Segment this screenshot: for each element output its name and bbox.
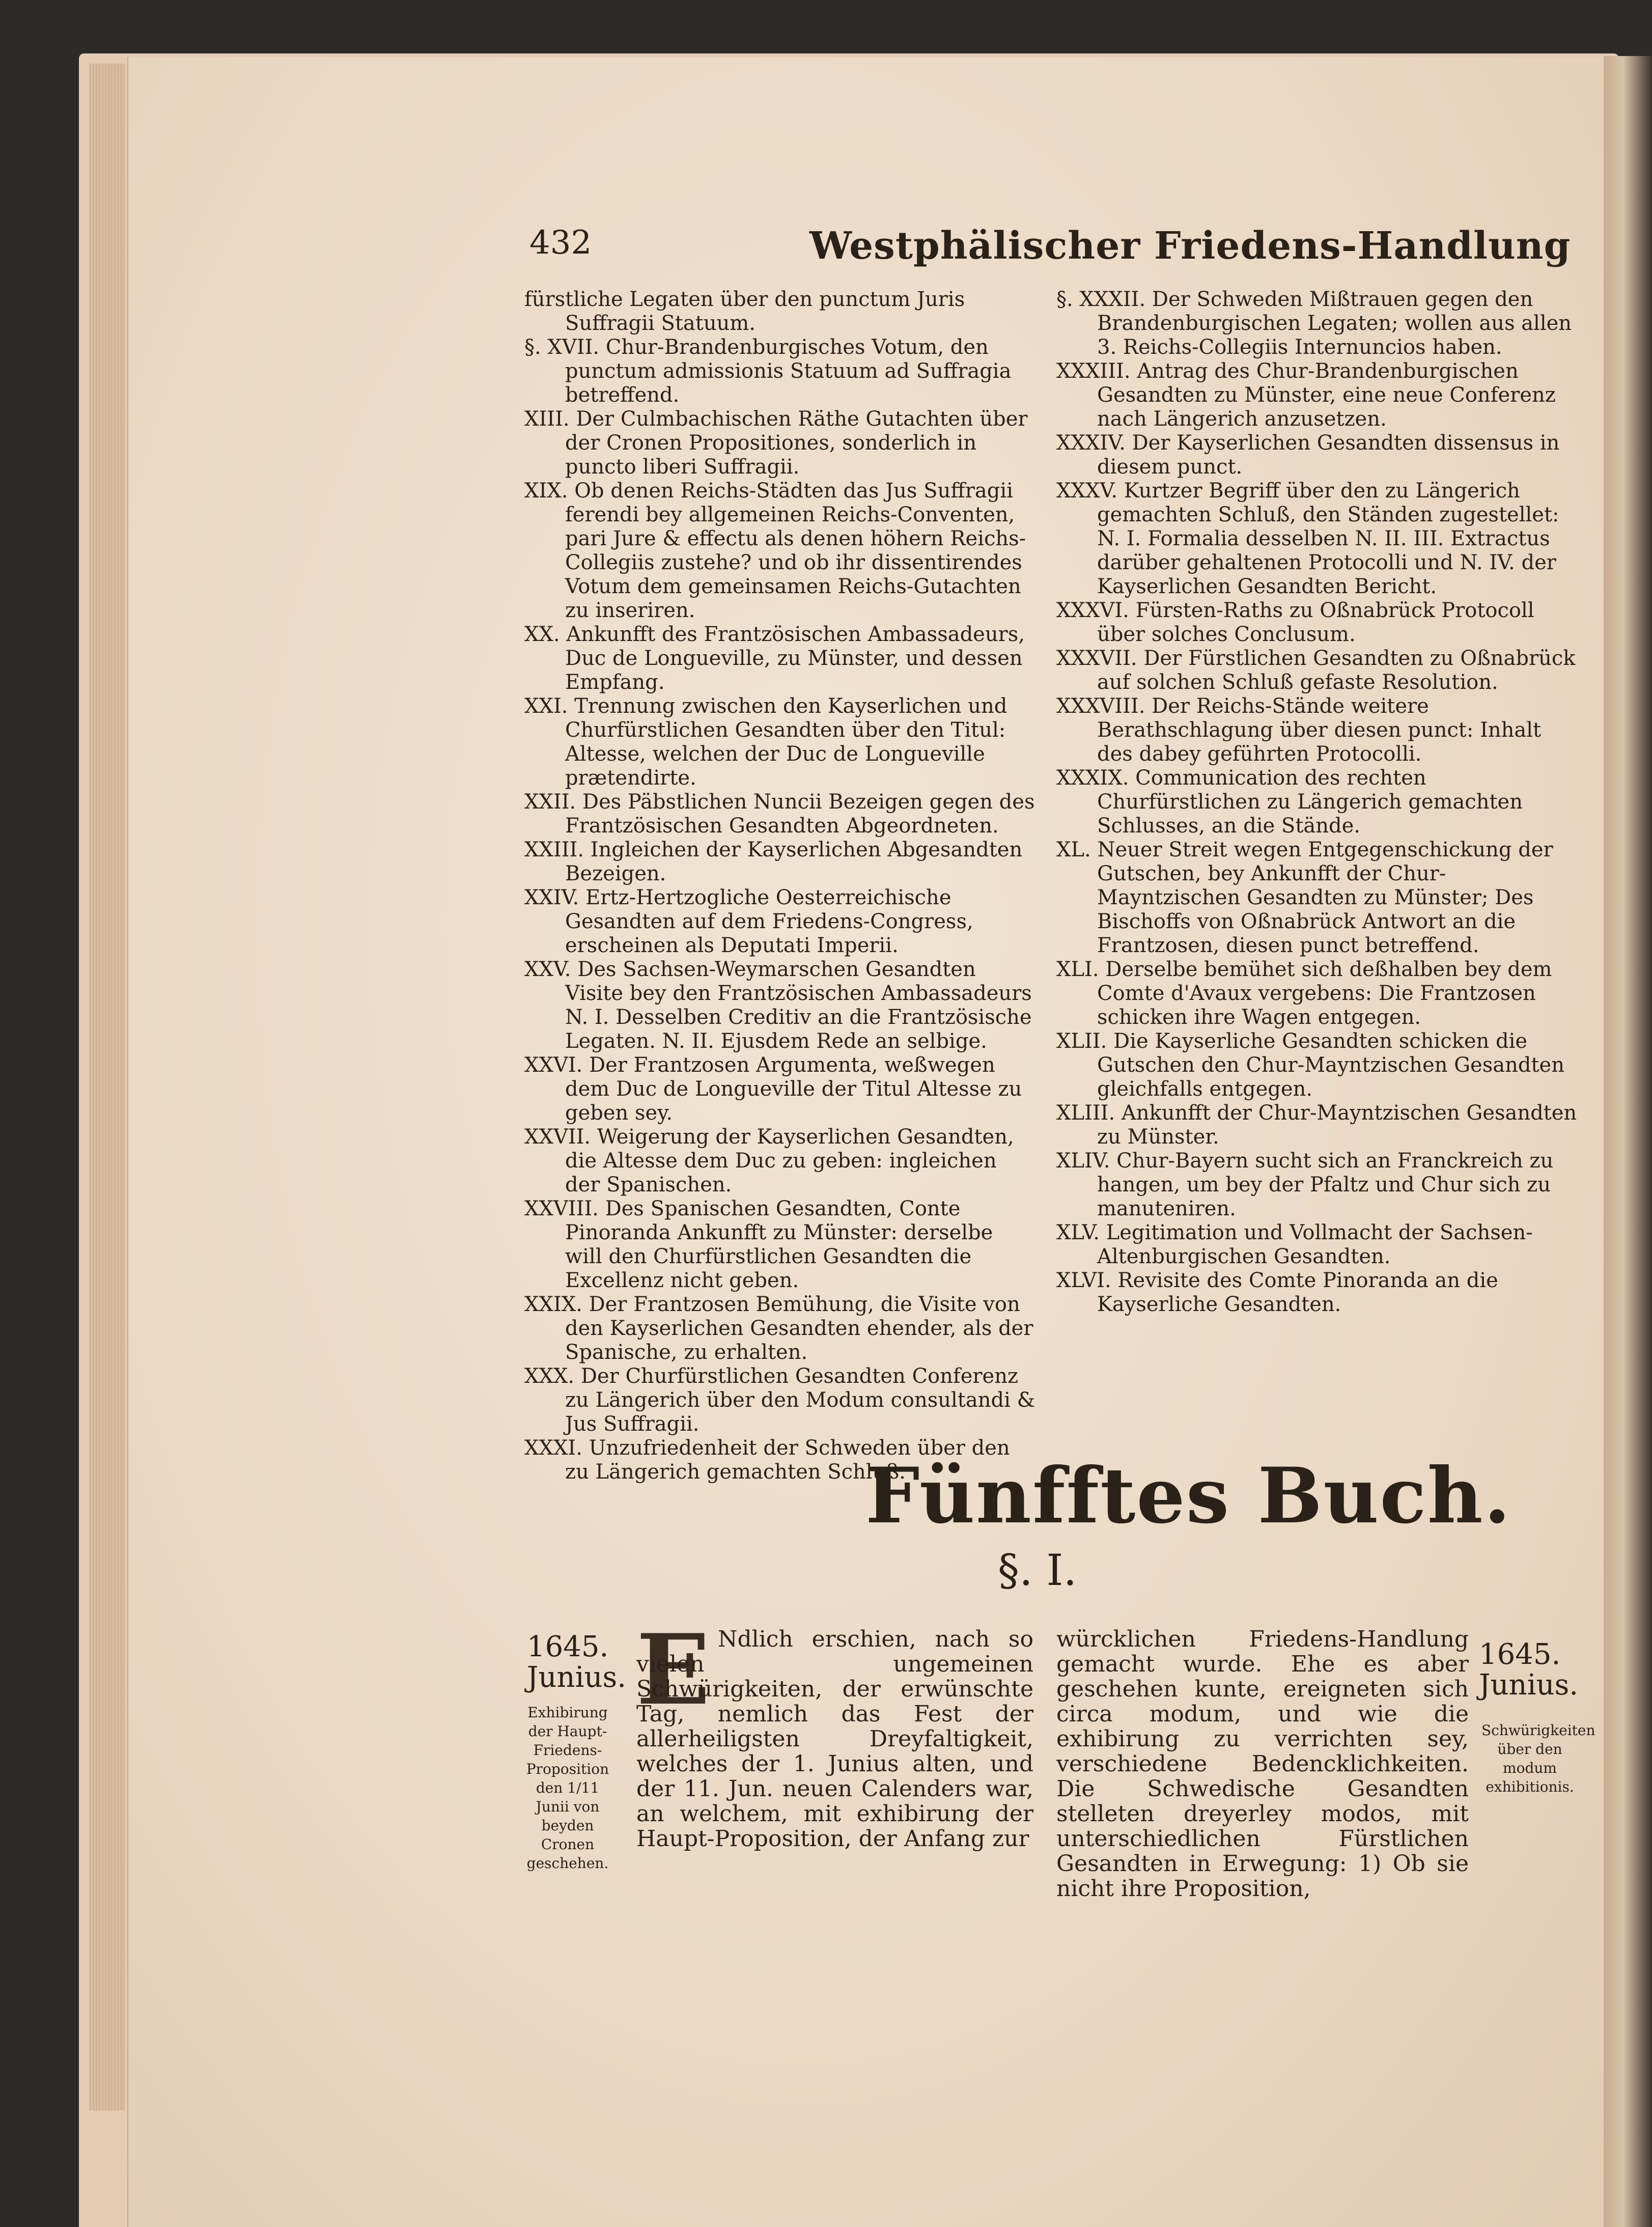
contents-entry: [1056, 359, 1578, 431]
entry-number: XIX.: [524, 479, 568, 503]
entry-text: Der Frantzosen Bemühung, die Visite von den Kayserlichen Gesandten ehender, als der Spanische, zu erhalten.: [565, 1293, 1033, 1364]
contents-entry: [524, 694, 1036, 790]
contents-entry: [524, 1365, 1036, 1436]
entry-number: XXIII.: [524, 838, 584, 861]
margin-note-right: Schwürigkeiten über den modum exhibitionis.: [1481, 1722, 1595, 1795]
entry-number: XXIV.: [524, 886, 579, 909]
entry-number: XXXIX.: [1056, 766, 1129, 790]
contents-entry: [524, 838, 1036, 886]
entry-number: XLI.: [1056, 958, 1099, 981]
body-text-left: Ndlich erschien, nach so vielen ungemeinen Schwürigkeiten, der erwünschte Tag, nemlich das Fest der allerheiligsten Dreyfaltigkeit, welches der 1. Junius alten, und der 11. Jun. neuen Calenders war, an welchem, mit exhibirung der Haupt-Proposition, der Anfang zur: [636, 1626, 1033, 1852]
entry-number: XXII.: [524, 790, 576, 814]
entry-number: XXVIII.: [524, 1197, 599, 1220]
entry-text: Neuer Streit wegen Entgegenschickung der Gutschen, bey Ankunfft der Chur-Mayntzischen Gesandten zu Münster; Des Bischoffs von Oßnabrück Antwort an die Frantzosen, diesen punct betreffend.: [1097, 838, 1553, 957]
entry-number: XXXIV.: [1056, 431, 1126, 455]
contents-entry: [1056, 1149, 1578, 1221]
entry-text: Unzufriedenheit der Schweden über den zu Längerich gemachten Schluß.: [565, 1436, 1010, 1484]
contents-entry: [1056, 766, 1578, 838]
contents-entry: [1056, 479, 1578, 599]
contents-entry: [1056, 431, 1578, 479]
margin-year: 1645.: [527, 1630, 609, 1663]
entry-number: XX.: [524, 623, 560, 646]
entry-number: XXXIII.: [1056, 359, 1131, 383]
entry-text: Der Reichs-Stände weitere Berathschlagung über diesen punct: Inhalt des dabey geführten Protocolli.: [1097, 694, 1542, 766]
entry-number: XXXVIII.: [1056, 694, 1145, 718]
contents-column-left: [524, 288, 1036, 1484]
entry-text: fürstliche Legaten über den punctum Juris Suffragii Statuum.: [524, 288, 965, 335]
running-title: Westphälischer Friedens-Handlung: [809, 224, 1571, 268]
margin-month: Junius.: [527, 1661, 627, 1694]
entry-text: Kurtzer Begriff über den zu Längerich gemachten Schluß, den Ständen zugestellet: N. I. Formalia desselben N. II. III. Extractus darüber gehaltenen Protocolli und N. IV. der Kayserlichen Gesandten Bericht.: [1097, 479, 1559, 598]
contents-column-right: [1056, 288, 1578, 1317]
page-number: 432: [529, 224, 592, 262]
contents-entry: [524, 886, 1036, 958]
entry-text: Ankunfft des Frantzösischen Ambassadeurs, Duc de Longueville, zu Münster, und dessen Empfang.: [565, 623, 1025, 694]
body-text-right: würcklichen Friedens-Handlung gemacht wurde. Ehe es aber geschehen kunte, ereigneten sich circa modum, und wie die exhibirung zu verrichten sey, verschiedene Bedencklichkeiten. Die Schwedische Gesandten stelleten dreyerley modos, mit unterschiedlichen Fürstlichen Gesandten in Erwegung: 1) Ob sie nicht ihre Proposition,: [1056, 1626, 1469, 1902]
entry-text: Revisite des Comte Pinoranda an die Kayserliche Gesandten.: [1097, 1269, 1498, 1316]
margin-year-right: [1479, 1639, 1578, 1701]
entry-number: XXXI.: [524, 1436, 582, 1460]
contents-entry: [1056, 1221, 1578, 1269]
entry-number: XLVI.: [1056, 1269, 1111, 1292]
entry-text: Des Spanischen Gesandten, Conte Pinoranda Ankunfft zu Münster: derselbe will den Churfürstlichen Gesandten die Excellenz nicht geben.: [565, 1197, 993, 1292]
contents-entry: [524, 790, 1036, 838]
entry-number: XXV.: [524, 958, 571, 981]
contents-entry: [1056, 647, 1578, 694]
entry-number: XLIII.: [1056, 1101, 1115, 1125]
entry-text: Derselbe bemühet sich deßhalben bey dem Comte d'Avaux vergebens: Die Frantzosen schicken ihre Wagen entgegen.: [1097, 958, 1552, 1029]
entry-text: Weigerung der Kayserlichen Gesandten, die Altesse dem Duc zu geben: ingleichen der Spanischen.: [565, 1125, 1014, 1196]
entry-number: XXI.: [524, 694, 568, 718]
entry-number: XLV.: [1056, 1221, 1100, 1244]
entry-number: XXVII.: [524, 1125, 591, 1149]
contents-entry: [524, 1053, 1036, 1125]
entry-text: Antrag des Chur-Brandenburgischen Gesandten zu Münster, eine neue Conferenz nach Längerich anzusetzen.: [1097, 359, 1556, 431]
contents-entry: [1056, 599, 1578, 647]
entry-text: Ankunfft der Chur-Mayntzischen Gesandten zu Münster.: [1097, 1101, 1577, 1149]
contents-entry: [524, 1125, 1036, 1197]
entry-text: Legitimation und Vollmacht der Sachsen-Altenburgischen Gesandten.: [1097, 1221, 1533, 1268]
entry-text: Trennung zwischen den Kayserlichen und Churfürstlichen Gesandten über den Titul: Altesse, welchen der Duc de Longueville prætendirte.: [565, 694, 1007, 790]
contents-entry: [1056, 838, 1578, 958]
entry-number: XXIX.: [524, 1293, 582, 1316]
entry-text: Der Fürstlichen Gesandten zu Oßnabrück auf solchen Schluß gefaste Resolution.: [1097, 647, 1576, 694]
contents-entry: [524, 1197, 1036, 1293]
entry-number: §. XXXII.: [1056, 288, 1146, 311]
margin-note-left: Exhibirung der Haupt-Friedens-Proposition den 1/11 Junii von beyden Cronen geschehen.: [526, 1704, 609, 1872]
entry-number: XLII.: [1056, 1029, 1107, 1053]
book-heading: Fünfftes Buch.: [865, 1451, 1511, 1541]
entry-text: Ob denen Reichs-Städten das Jus Suffragii ferendi bey allgemeinen Reichs-Conventen, pari Jure & effectu als denen höhern Reichs-Collegiis zustehe? und ob ihr dissentirendes Votum dem gemeinsamen Reichs-Gutachten zu inseriren.: [565, 479, 1026, 622]
margin-year-left: [527, 1632, 626, 1693]
entry-text: Der Churfürstlichen Gesandten Conferenz zu Längerich über den Modum consultandi & Jus Suffragii.: [565, 1365, 1035, 1436]
entry-text: Fürsten-Raths zu Oßnabrück Protocoll über solches Conclusum.: [1097, 599, 1534, 646]
entry-text: Ingleichen der Kayserlichen Abgesandten Bezeigen.: [565, 838, 1023, 885]
drop-cap-initial: E: [636, 1613, 710, 1727]
page-edges: [89, 64, 125, 2110]
contents-entry: [1056, 288, 1578, 359]
contents-entry: [524, 623, 1036, 694]
entry-text: Der Schweden Mißtrauen gegen den Brandenburgischen Legaten; wollen aus allen 3. Reichs-Collegiis Internuncios haben.: [1097, 288, 1572, 359]
entry-text: Der Frantzosen Argumenta, weßwegen dem Duc de Longueville der Titul Altesse zu geben sey.: [565, 1053, 1022, 1125]
contents-entry: [1056, 958, 1578, 1029]
contents-entry: [524, 958, 1036, 1053]
entry-number: §. XVII.: [524, 336, 600, 359]
contents-entry: [1056, 694, 1578, 766]
entry-text: Der Kayserlichen Gesandten dissensus in diesem punct.: [1097, 431, 1560, 479]
entry-number: XXXV.: [1056, 479, 1118, 503]
entry-text: Communication des rechten Churfürstlichen zu Längerich gemachten Schlusses, an die Stände.: [1097, 766, 1523, 838]
section-heading: §. I.: [998, 1545, 1077, 1595]
facing-page-edge: [1604, 56, 1652, 2227]
entry-number: XXXVII.: [1056, 647, 1137, 670]
entry-number: XIII.: [524, 407, 570, 431]
entry-text: Ertz-Hertzogliche Oesterreichische Gesandten auf dem Friedens-Congress, erscheinen als Deputati Imperii.: [565, 886, 973, 957]
entry-text: Des Päbstlichen Nuncii Bezeigen gegen des Frantzösischen Gesandten Abgeordneten.: [565, 790, 1035, 838]
contents-entry: [1056, 1101, 1578, 1149]
entry-number: XL.: [1056, 838, 1091, 861]
entry-text: Der Culmbachischen Räthe Gutachten über der Cronen Propositiones, sonderlich in puncto liberi Suffragii.: [565, 407, 1028, 479]
contents-entry: [524, 407, 1036, 479]
contents-entry: [524, 1293, 1036, 1365]
entry-number: XXVI.: [524, 1053, 583, 1077]
contents-entry: [1056, 1269, 1578, 1317]
entry-text: Chur-Bayern sucht sich an Franckreich zu hangen, um bey der Pfaltz und Chur sich zu manuteniren.: [1097, 1149, 1554, 1220]
margin-month: Junius.: [1479, 1668, 1579, 1702]
contents-entry: [524, 479, 1036, 623]
contents-entry: [524, 288, 1036, 336]
margin-year: 1645.: [1479, 1638, 1561, 1671]
entry-number: XXX.: [524, 1365, 575, 1388]
entry-number: XLIV.: [1056, 1149, 1110, 1173]
entry-number: XXXVI.: [1056, 599, 1129, 622]
contents-entry: [524, 336, 1036, 407]
entry-text: Des Sachsen-Weymarschen Gesandten Visite bey den Frantzösischen Ambassadeurs N. I. Desselben Creditiv an die Frantzösische Legaten. N. II. Ejusdem Rede an selbige.: [565, 958, 1032, 1053]
entry-text: Chur-Brandenburgisches Votum, den punctum admissionis Statuum ad Suffragia betreffend.: [565, 336, 1012, 407]
contents-entry: [1056, 1029, 1578, 1101]
entry-text: Die Kayserliche Gesandten schicken die Gutschen den Chur-Mayntzischen Gesandten gleichfalls entgegen.: [1097, 1029, 1564, 1101]
